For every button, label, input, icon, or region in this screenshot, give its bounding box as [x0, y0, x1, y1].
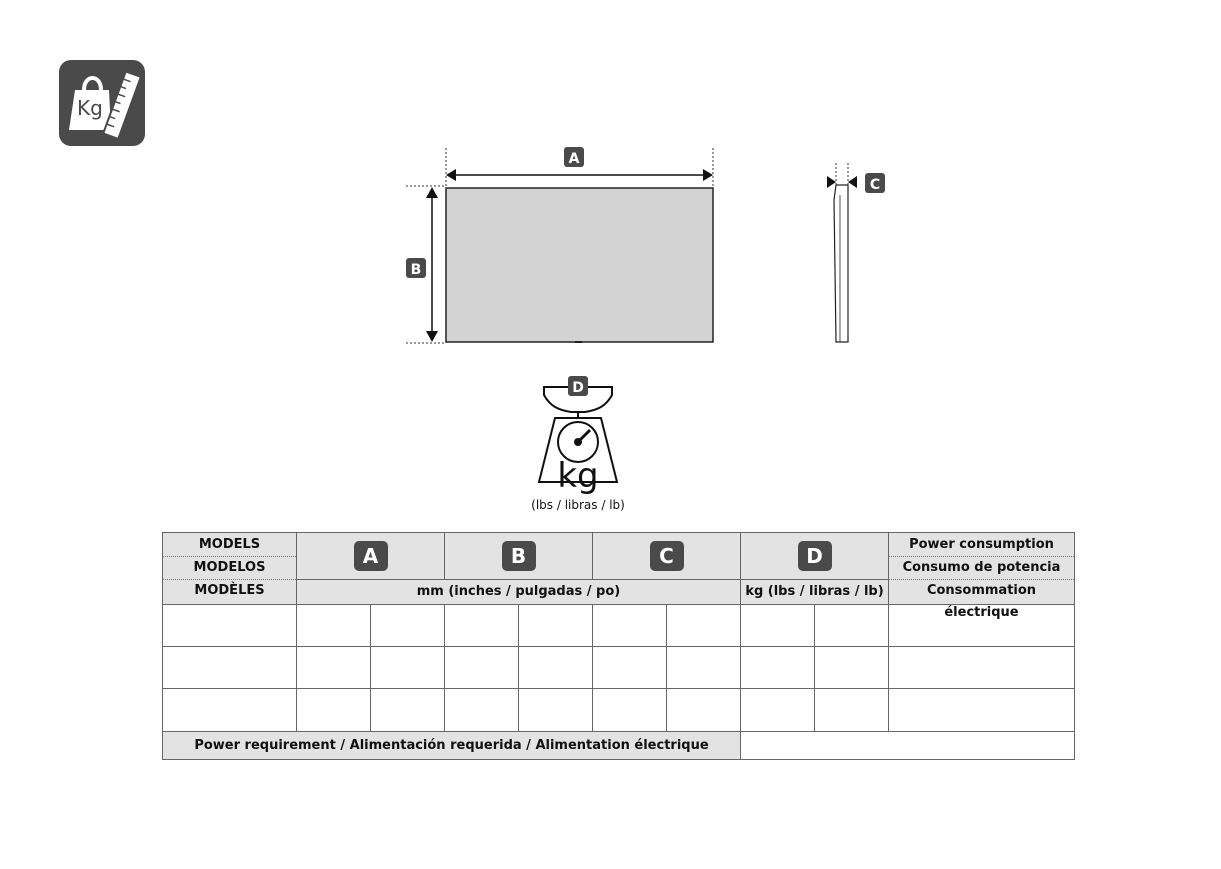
- svg-text:Kg: Kg: [77, 96, 103, 120]
- table-cell: [519, 689, 593, 731]
- badge-b: B: [502, 541, 536, 571]
- table-cell: [445, 689, 519, 731]
- table-cell: [741, 689, 815, 731]
- badge-a: A: [354, 541, 388, 571]
- table-row: [163, 689, 1075, 731]
- model-cell: [163, 689, 297, 731]
- table-cell: [741, 604, 815, 646]
- table-cell: [297, 689, 371, 731]
- table-cell: [593, 604, 667, 646]
- power-label-es: Consumo de potencia: [889, 557, 1074, 580]
- badge-c: C: [650, 541, 684, 571]
- dimension-unit-header: mm (inches / pulgadas / po): [297, 580, 741, 605]
- power-requirement-label: Power requirement / Alimentación requerida / Alimentation électrique: [163, 731, 741, 759]
- table-cell: [297, 604, 371, 646]
- table-cell: [445, 604, 519, 646]
- weight-unit-kg: kg: [557, 456, 599, 496]
- table-cell: [815, 689, 889, 731]
- badge-d: D: [798, 541, 832, 571]
- model-cell: [163, 646, 297, 688]
- table-cell: [741, 646, 815, 688]
- power-label-fr: Consommation électrique: [926, 583, 1037, 621]
- model-cell: [163, 604, 297, 646]
- models-label-es: MODELOS: [163, 557, 296, 580]
- weight-unit-subtitle: (lbs / libras / lb): [531, 498, 625, 512]
- tv-side-profile: [834, 185, 848, 342]
- table-cell: [371, 689, 445, 731]
- table-cell: [815, 604, 889, 646]
- header-a: [297, 533, 445, 580]
- table-cell: [593, 689, 667, 731]
- power-cell: [889, 689, 1075, 731]
- table-cell: [519, 604, 593, 646]
- label-c: C: [869, 177, 881, 193]
- table-row: [163, 646, 1075, 688]
- header-d: [741, 533, 889, 580]
- label-a: A: [568, 151, 580, 167]
- weight-unit-header: kg (lbs / libras / lb): [741, 580, 889, 605]
- table-cell: [815, 646, 889, 688]
- power-cell: [889, 646, 1075, 688]
- table-cell: [667, 646, 741, 688]
- tv-front-panel: [446, 188, 713, 342]
- models-label-fr: MODÈLES: [194, 583, 265, 599]
- label-b: B: [410, 262, 422, 278]
- header-b: [445, 533, 593, 580]
- table-cell: [667, 689, 741, 731]
- header-c: [593, 533, 741, 580]
- models-header: [163, 533, 297, 605]
- power-label-en: Power consumption: [889, 534, 1074, 557]
- power-consumption-header: [889, 533, 1075, 621]
- table-cell: [371, 604, 445, 646]
- table-row: [163, 604, 1075, 646]
- table-cell: [593, 646, 667, 688]
- table-cell: [519, 646, 593, 688]
- models-label-en: MODELS: [163, 534, 296, 557]
- table-cell: [667, 604, 741, 646]
- table-cell: [445, 646, 519, 688]
- table-cell: [297, 646, 371, 688]
- table-cell: [371, 646, 445, 688]
- label-d: D: [572, 380, 584, 396]
- spec-table: [162, 532, 1075, 760]
- power-requirement-value: [741, 731, 1075, 759]
